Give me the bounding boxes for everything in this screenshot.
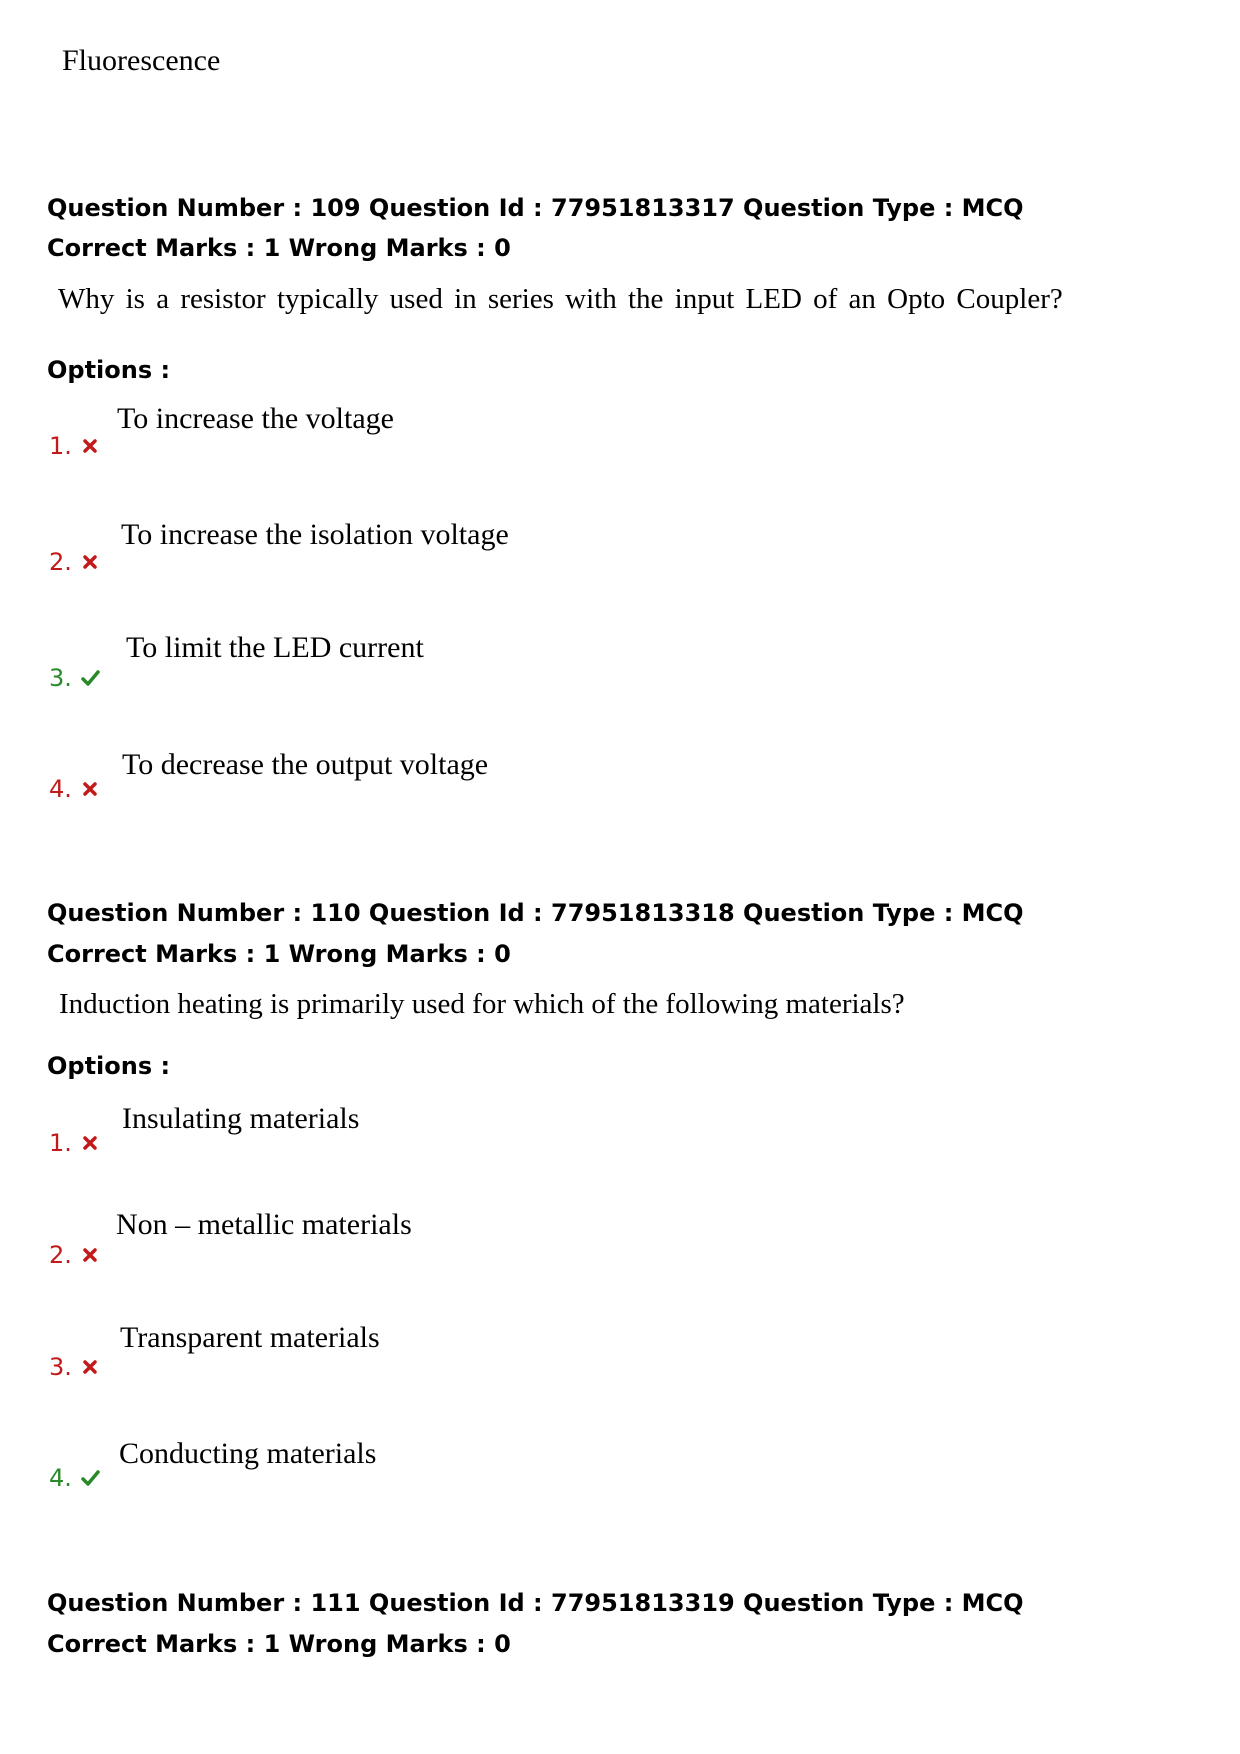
option-number: 4. (49, 775, 100, 803)
check-icon (80, 1468, 100, 1488)
cross-icon (80, 1357, 100, 1377)
previous-option-text: Fluorescence (62, 44, 221, 77)
marks-line: Correct Marks : 1 Wrong Marks : 0 (47, 1630, 511, 1658)
check-icon (80, 668, 100, 688)
cross-icon (80, 1133, 100, 1153)
question-text: Why is a resistor typically used in series with the input LED of an Opto Coupler? (58, 283, 1063, 315)
cross-icon (80, 552, 100, 572)
option-number: 1. (49, 432, 100, 460)
option-number: 2. (49, 548, 100, 576)
cross-icon (80, 779, 100, 799)
option-number: 3. (49, 1353, 100, 1381)
option-text: To decrease the output voltage (122, 748, 489, 781)
option-text: To limit the LED current (126, 631, 424, 664)
question-header: Question Number : 110 Question Id : 77951813318 Question Type : MCQ (47, 899, 1024, 927)
question-text: Induction heating is primarily used for which of the following materials? (59, 988, 905, 1020)
options-label: Options : (47, 1052, 171, 1080)
options-label: Options : (47, 356, 171, 384)
option-text: To increase the isolation voltage (121, 518, 509, 551)
option-text: Non – metallic materials (116, 1208, 412, 1241)
option-text: Conducting materials (119, 1437, 377, 1470)
question-header: Question Number : 111 Question Id : 77951813319 Question Type : MCQ (47, 1589, 1024, 1617)
marks-line: Correct Marks : 1 Wrong Marks : 0 (47, 940, 511, 968)
option-number: 4. (49, 1464, 100, 1492)
option-text: Insulating materials (122, 1102, 360, 1135)
option-number: 3. (49, 664, 100, 692)
cross-icon (80, 1245, 100, 1265)
cross-icon (80, 436, 100, 456)
option-text: To increase the voltage (117, 402, 394, 435)
option-text: Transparent materials (120, 1321, 380, 1354)
option-number: 2. (49, 1241, 100, 1269)
option-number: 1. (49, 1129, 100, 1157)
marks-line: Correct Marks : 1 Wrong Marks : 0 (47, 234, 511, 262)
question-header: Question Number : 109 Question Id : 77951813317 Question Type : MCQ (47, 194, 1024, 222)
